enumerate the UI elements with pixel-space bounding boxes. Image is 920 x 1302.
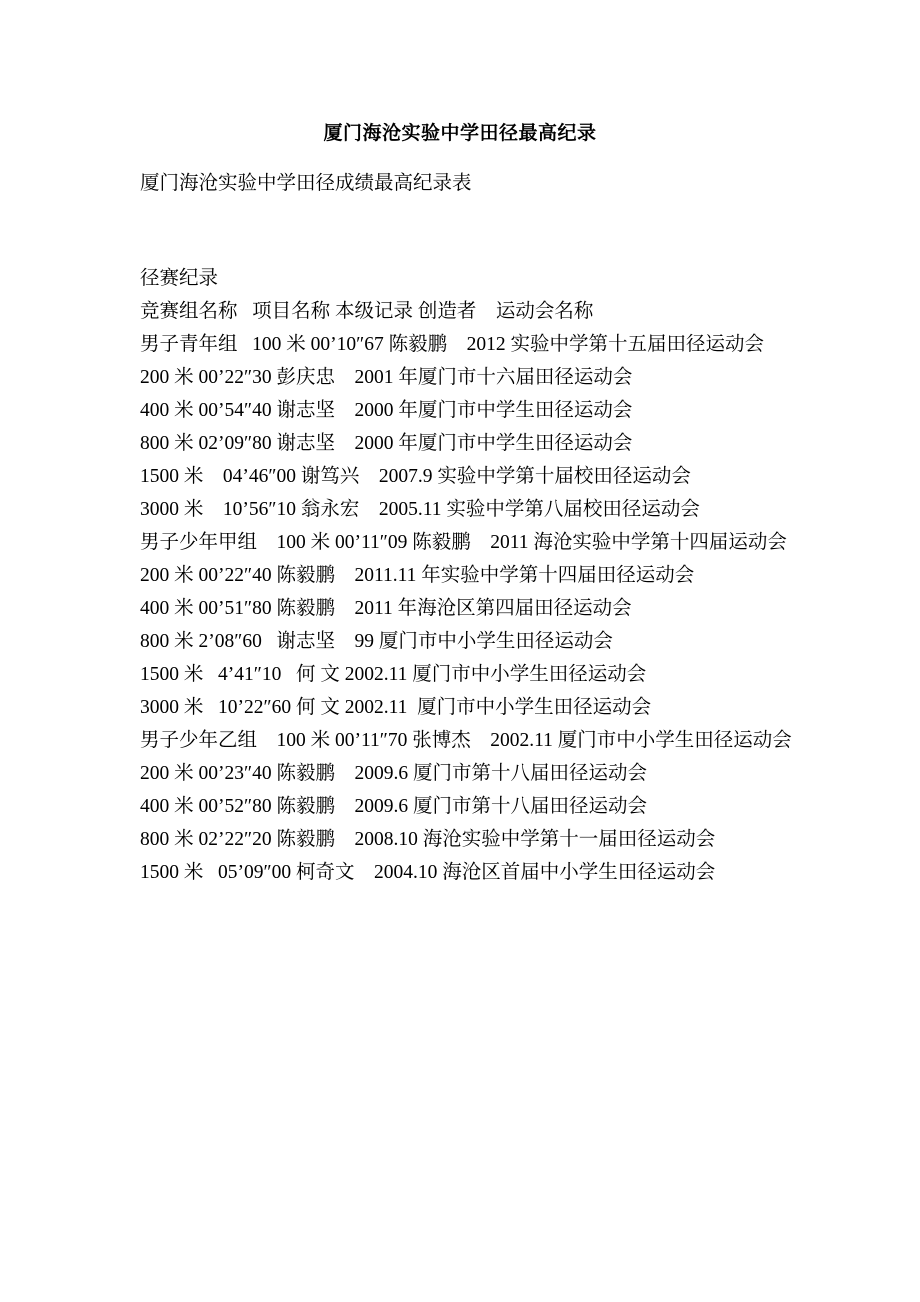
- document-body: [0, 167, 920, 889]
- vertical-spacer: [140, 200, 815, 262]
- record-line: 男子少年甲组 100 米 00’11″09 陈毅鹏 2011 海沧实验中学第十四届运动会: [140, 532, 787, 553]
- record-line: 3000 米 10’22″60 何 文 2002.11 厦门市中小学生田径运动会: [140, 697, 652, 718]
- section-label-track-events: 径赛纪录: [140, 268, 219, 289]
- record-line: 400 米 00’52″80 陈毅鹏 2009.6 厦门市第十八届田径运动会: [140, 796, 647, 817]
- record-line: 1500 米 05’09″00 柯奇文 2004.10 海沧区首届中小学生田径运动会: [140, 862, 716, 883]
- record-line: 200 米 00’23″40 陈毅鹏 2009.6 厦门市第十八届田径运动会: [140, 763, 647, 784]
- record-line: 800 米 02’22″20 陈毅鹏 2008.10 海沧实验中学第十一届田径运动会: [140, 829, 716, 850]
- record-line: 1500 米 04’46″00 谢笃兴 2007.9 实验中学第十届校田径运动会: [140, 466, 691, 487]
- document-subtitle: 厦门海沧实验中学田径成绩最高纪录表: [140, 173, 472, 194]
- table-header-row: 竞赛组名称 项目名称 本级记录 创造者 运动会名称: [140, 301, 594, 322]
- record-line: 800 米 02’09″80 谢志坚 2000 年厦门市中学生田径运动会: [140, 433, 633, 454]
- record-line: 3000 米 10’56″10 翁永宏 2005.11 实验中学第八届校田径运动会: [140, 499, 700, 520]
- record-line: 800 米 2’08″60 谢志坚 99 厦门市中小学生田径运动会: [140, 631, 613, 652]
- record-line: 男子青年组 100 米 00’10″67 陈毅鹏 2012 实验中学第十五届田径运动会: [140, 334, 764, 355]
- record-line: 400 米 00’54″40 谢志坚 2000 年厦门市中学生田径运动会: [140, 400, 633, 421]
- record-line: 1500 米 4’41″10 何 文 2002.11 厦门市中小学生田径运动会: [140, 664, 647, 685]
- record-line: 200 米 00’22″40 陈毅鹏 2011.11 年实验中学第十四届田径运动会: [140, 565, 695, 586]
- record-line: 200 米 00’22″30 彭庆忠 2001 年厦门市十六届田径运动会: [140, 367, 633, 388]
- record-line: 男子少年乙组 100 米 00’11″70 张博杰 2002.11 厦门市中小学生田径运动会: [140, 730, 792, 751]
- record-line: 400 米 00’51″80 陈毅鹏 2011 年海沧区第四届田径运动会: [140, 598, 632, 619]
- page-title: 厦门海沧实验中学田径最高纪录: [323, 123, 597, 144]
